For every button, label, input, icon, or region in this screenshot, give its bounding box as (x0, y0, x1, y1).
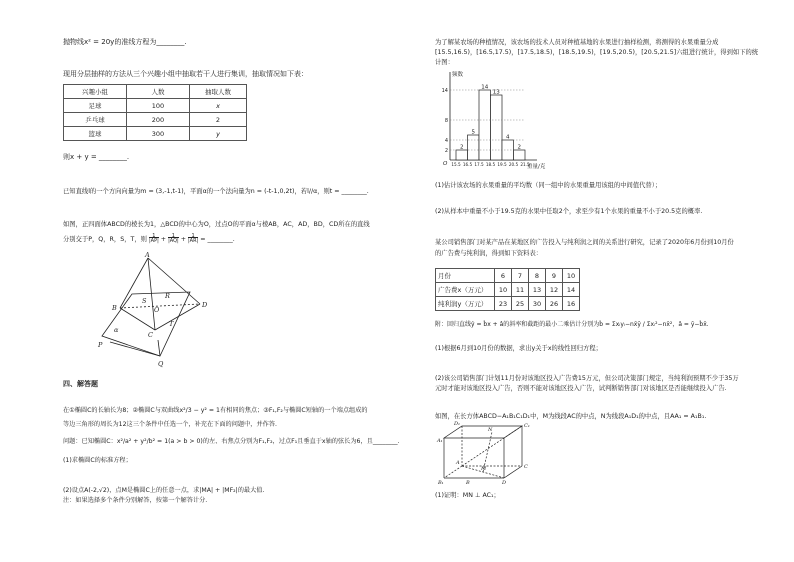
question-ad-line1: 某公司销售部门对某产品在某地区的广告投入与纯利润之间的关系进行研究，记录了2020年6月份到10月份 (435, 239, 734, 246)
table-row (64, 113, 247, 127)
table-row (64, 85, 247, 99)
question-farm-line1: 为了解某农场的种植情况，该农场的技术人员对种植基地的水果进行抽样检测，将测得的水果重量分成 (435, 39, 719, 46)
table-row (64, 127, 247, 141)
question-tetrahedron-line2: 分别交于P，Q，R，S，T，则 1 |AP| + 1 |AQ| + 1 |AR| = ________. (63, 233, 235, 244)
tetra-text: 分别交于P，Q，R，S，T，则 (63, 236, 147, 243)
bar-value-label: 4 (506, 134, 510, 141)
table-cell: y (190, 127, 247, 141)
y-tick-label: 4 (444, 138, 448, 144)
numerator: 1 (152, 233, 156, 239)
x-tick-label: 20.5 (508, 162, 519, 167)
table-cell: 6 (495, 269, 512, 283)
cuboid-figure (436, 420, 536, 486)
label-o: O (154, 306, 160, 314)
question-ad-part1: (1)根据6月到10月份的数据，求出y关于x的线性回归方程； (435, 345, 602, 352)
sampling-table (63, 84, 247, 141)
table-cell: 10 (495, 283, 512, 297)
table-header: 人数 (127, 85, 190, 99)
question-farm-part2: (2)从样本中重量不小于19.5克的水果中任取2个，求至少有1个水果的重量不小于20.5克的概率. (435, 208, 703, 215)
table-cell: 25 (512, 297, 529, 311)
advertising-table (435, 268, 580, 311)
label-b: B (112, 304, 117, 312)
table-cell: 30 (529, 297, 546, 311)
histogram-bar (491, 95, 503, 160)
table-row (64, 99, 247, 113)
question-ellipse-line1: 在①椭圆C的长轴长为8；②椭圆C与双曲线x²/3 − y² = 1有相同的焦点；③F₁,F₂与椭圆C短轴的一个端点组成的 (63, 407, 368, 414)
question-ad-part2-line2: 元时才能对该地区投入广告，否则不能对该地区投入广告，试判断销售部门对该地区是否能继续投入广告. (435, 385, 727, 392)
fraction-aq (168, 234, 179, 244)
label-n: N (488, 427, 493, 433)
histogram-bar (479, 90, 491, 160)
table-cell: 月份 (436, 269, 495, 283)
edge-bc (120, 308, 155, 330)
denominator: |AP| (148, 238, 159, 244)
label-q: Q (158, 360, 164, 368)
y-tick-label: 2 (444, 148, 448, 154)
label-alpha: α (114, 326, 119, 334)
label-m: M (481, 466, 487, 472)
tetrahedron-figure (90, 250, 220, 368)
question-cuboid: 如图，在长方体ABCD−A₁B₁C₁D₁中，M为线段AC的中点，N为线段A₁D₁的中点，且AA₁ = A₁B₁. (435, 413, 707, 420)
label-a: A (456, 460, 460, 466)
label-t: T (169, 320, 174, 328)
table-cell: 8 (529, 269, 546, 283)
table-cell: 足球 (64, 99, 127, 113)
table-cell: x (190, 99, 247, 113)
table-cell: 23 (495, 297, 512, 311)
section-title: 四、解答题 (63, 380, 98, 388)
question-ellipse-line2: 等边三角形的周长为12这三个条件中任选一个，补充在下面的问题中，并作答. (63, 421, 278, 428)
question-parabola: 抛物线x² = 20y的准线方程为________. (63, 38, 187, 46)
table-cell: 200 (127, 113, 190, 127)
question-ellipse-note: 注：如果选择多个条件分别解答，按第一个解答计分. (63, 497, 208, 504)
line-pq (110, 342, 160, 356)
histogram-bar (514, 150, 526, 160)
fraction-ar (188, 234, 198, 244)
question-vector: 已知直线l的一个方向向量为m = (3,-1,t-1)，平面α的一个法向量为n = (-t-1,0,2t)，若l//α，则t = ________. (63, 188, 369, 195)
question-ellipse-part2: (2)设点A(-2,√2)，点M是椭圆C上的任意一点，求|MA| + |MF₂|的最大值. (63, 487, 265, 494)
x-tick-label: 15.5 (451, 162, 461, 167)
table-header: 兴趣小组 (64, 85, 127, 99)
table-row (436, 297, 580, 311)
bar-value-label: 13 (492, 89, 500, 96)
y-axis-label: 频数 (452, 72, 464, 78)
histogram-bar (456, 150, 468, 160)
hidden-edge-left (444, 466, 462, 478)
y-tick-label: 8 (444, 118, 448, 124)
table-cell: 9 (546, 269, 563, 283)
edge-ac (148, 258, 155, 330)
x-tick-label: 16.5 (462, 162, 473, 167)
tetra-blank: = ________. (200, 236, 235, 243)
table-cell: 篮球 (64, 127, 127, 141)
histogram-bar (468, 135, 480, 160)
label-a1: A₁ (437, 438, 443, 444)
x-tick-label: 21.5 (520, 162, 530, 167)
label-c: C (148, 331, 153, 339)
numerator: 1 (171, 233, 175, 239)
table-cell: 纯利润y（万元） (436, 297, 495, 311)
table-cell: 14 (563, 283, 580, 297)
table-cell: 10 (563, 269, 580, 283)
label-c: C (524, 464, 528, 470)
table-cell: 12 (546, 283, 563, 297)
x-tick-label: 18.5 (485, 162, 496, 167)
table-cell: 100 (127, 99, 190, 113)
label-b: B (466, 480, 470, 486)
label-c1: C₁ (524, 423, 530, 429)
x-tick-label: 19.5 (497, 162, 507, 167)
table-cell: 13 (529, 283, 546, 297)
y-tick-label: 14 (441, 88, 448, 94)
question-farm-line2: [15.5,16.5)，[16.5,17.5)，[17.5,18.5)，[18.5,19.5)，[19.5,20.5)，[20.5,21.5]六组进行统计，得到如下的统 (435, 49, 759, 56)
bar-value-label: 2 (517, 144, 521, 151)
numerator: 1 (191, 233, 195, 239)
question-xy-sum: 则x + y = ________. (63, 153, 130, 161)
table-cell: 26 (546, 297, 563, 311)
histogram-chart (436, 68, 586, 174)
question-ad-line2: 的广告费与纯利润，得到如下资料表： (435, 250, 543, 257)
question-tetrahedron-line1: 如图，正四面体ABCD的棱长为1，△BCD的中心为O，过点O的平面α与棱AB，AC，AD，BD，CD所在的直线 (63, 221, 370, 228)
question-sampling: 现用分层抽样的方法从三个兴趣小组中抽取若干人进行集训，抽取情况如下表： (63, 70, 308, 78)
table-cell: 11 (512, 283, 529, 297)
question-ad-formula: 附：回归直线ŷ = b̂x + â的斜率和截距的最小二乘估计分别为b̂ = Σxᵢyᵢ−nx̄ȳ / Σxᵢ²−nx̄²，â = ȳ−b̂x̄. (435, 321, 709, 328)
question-ellipse-part1: (1)求椭圆C的标准方程； (63, 457, 132, 464)
edge-cd (155, 304, 200, 330)
top-face (444, 426, 522, 438)
origin-label: O (443, 161, 448, 167)
bar-value-label: 5 (471, 129, 475, 136)
table-cell: 300 (127, 127, 190, 141)
label-a: A (145, 251, 150, 259)
table-row (436, 283, 580, 297)
question-ellipse-line3: 问题：已知椭圆C：x²/a² + y²/b² = 1(a > b > 0)的左、右焦点分别为F₁,F₂，过点F₁且垂直于x轴的弦长为6，且________. (63, 438, 400, 445)
label-s: S (142, 297, 147, 305)
label-p: P (98, 341, 103, 349)
fraction-ap (149, 234, 159, 244)
table-cell: 2 (190, 113, 247, 127)
question-farm-part1: (1)估计该农场的水果重量的平均数（同一组中的水果重量用该组的中间值代替）； (435, 182, 662, 189)
x-axis-label: 重量/克 (527, 164, 546, 170)
table-cell: 乒乓球 (64, 113, 127, 127)
question-ad-part2-line1: (2)该公司销售部门计划11月份对该地区投入广告费15万元，但公司决策部门规定，当纯利润预期不少于35万 (435, 375, 739, 382)
edge-ad (148, 258, 200, 304)
question-cuboid-part1: (1)证明：MN ⊥ AC₁； (435, 492, 500, 499)
bar-value-label: 14 (481, 84, 489, 91)
table-header: 抽取人数 (190, 85, 247, 99)
line-q (158, 340, 160, 356)
x-tick-label: 17.5 (474, 162, 484, 167)
label-b1: B₁ (438, 480, 444, 486)
table-cell: 16 (563, 297, 580, 311)
edge-bottom-right (504, 466, 522, 478)
table-cell: 广告费x（万元） (436, 283, 495, 297)
label-d1: D₁ (454, 421, 461, 427)
table-cell: 7 (512, 269, 529, 283)
label-d: D (502, 480, 507, 486)
table-row (436, 269, 580, 283)
denominator: |AQ| (168, 238, 179, 244)
denominator: |AR| (187, 238, 199, 244)
question-farm-line3: 计图： (435, 59, 454, 66)
bar-value-label: 2 (460, 144, 464, 151)
label-r: R (165, 292, 170, 300)
edge-bd (120, 304, 200, 308)
label-d: D (202, 301, 208, 309)
